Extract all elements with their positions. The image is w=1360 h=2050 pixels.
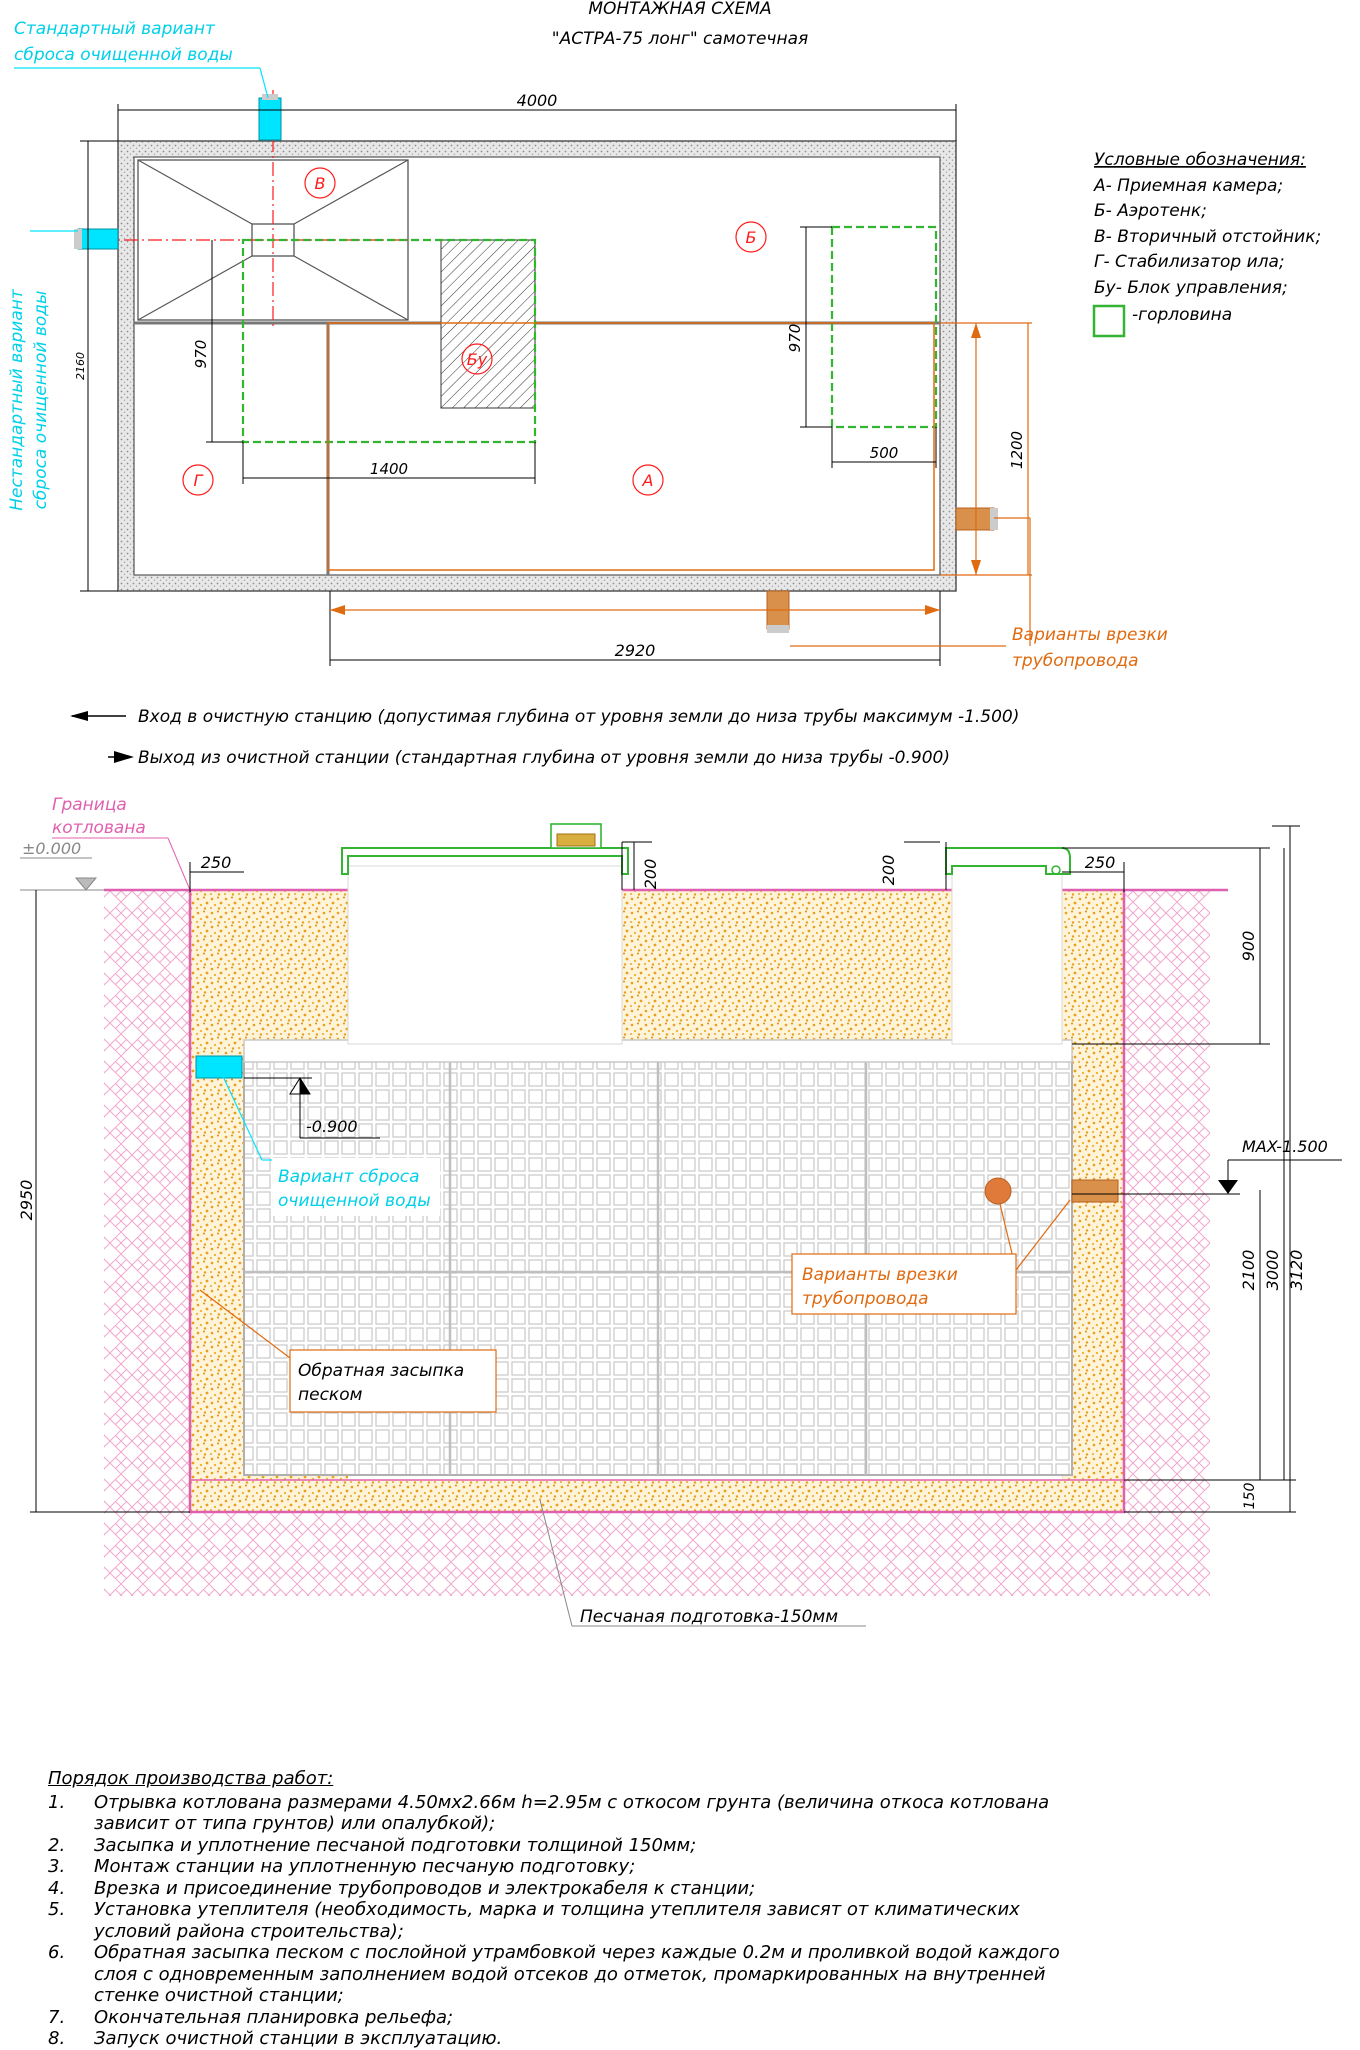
dim-neck-w-left: 1400	[369, 460, 409, 478]
work-step-line: слоя с одновременным заполнением водой отсеков до отметок, промаркированных на внутренней	[94, 1963, 1046, 1985]
section-view	[17, 795, 1342, 1627]
plan-pipe-variants-l2: трубопровода	[1012, 651, 1139, 671]
outlet-depth-mark: -0.900	[306, 1117, 358, 1136]
dim-2100: 2100	[1239, 1249, 1258, 1291]
dim-base-150: 150	[1242, 1482, 1258, 1510]
dim-width: 2160	[74, 352, 87, 380]
work-step-number: 6.	[48, 1942, 66, 1963]
chamber-a-label: А	[642, 471, 654, 490]
std-discharge-label-l2: сброса очищенной воды	[14, 45, 233, 65]
work-step	[48, 1856, 1328, 1878]
backfill-label-l1: Обратная засыпка	[298, 1361, 465, 1381]
work-step-number: 2.	[48, 1834, 66, 1856]
legend-item-bu: Бу- Блок управления;	[1094, 278, 1288, 298]
nonstd-discharge-pipe	[78, 229, 118, 249]
nonstd-discharge-label-l2: сброса очищенной воды	[31, 290, 51, 510]
work-step-line: Монтаж станции на уплотненную песчаную подготовку;	[94, 1856, 636, 1877]
dim-total-depth: 2950	[17, 1179, 36, 1221]
section-pipe-variants-l2: трубопровода	[802, 1289, 929, 1309]
legend-item-g: Г- Стабилизатор ила;	[1094, 252, 1285, 272]
dim-side-left: 250	[200, 853, 232, 872]
dim-side-right: 250	[1084, 853, 1116, 872]
work-step	[48, 2028, 1328, 2050]
legend-item-b: Б- Аэротенк;	[1094, 201, 1207, 221]
dim-neck-w-right: 500	[869, 444, 899, 462]
inlet-depth-mark: MAX-1.500	[1242, 1137, 1328, 1156]
work-step-number: 3.	[48, 1856, 66, 1877]
flow-notes	[70, 707, 1019, 768]
discharge-variant-l1: Вариант сброса	[278, 1167, 420, 1187]
section-discharge-pipe	[196, 1056, 242, 1078]
tank-inner	[134, 157, 940, 575]
work-order	[48, 1768, 1328, 2050]
inlet-pipe-right	[956, 508, 994, 530]
sand-base	[190, 1480, 1124, 1512]
dim-3000: 3000	[1263, 1249, 1282, 1291]
inlet-note: Вход в очистную станцию (допустимая глубина от уровня земли до низа трубы максимум -1.500)	[138, 707, 1020, 727]
dim-bottom-span: 2920	[614, 641, 656, 660]
work-steps-list	[48, 1792, 1328, 2050]
chamber-g-label: Г	[193, 471, 203, 490]
work-step-line: Врезка и присоединение трубопроводов и электрокабеля к станции;	[94, 1877, 756, 1899]
dim-3120: 3120	[1287, 1249, 1306, 1291]
sand-base-label: Песчаная подготовка-150мм	[580, 1607, 839, 1627]
work-step	[48, 1792, 1328, 1835]
section-pipe-variants-l1: Варианты врезки	[802, 1265, 958, 1285]
work-step-line: Запуск очистной станции в эксплуатацию.	[94, 2028, 503, 2049]
work-step	[48, 1942, 1328, 2007]
work-step-line: Засыпка и уплотнение песчаной подготовки толщиной 150мм;	[94, 1834, 697, 1856]
work-step-line: Установка утеплителя (необходимость, марка и толщина утеплителя зависят от климатических	[94, 1899, 1020, 1920]
work-order-title: Порядок производства работ:	[48, 1768, 334, 1789]
work-step	[48, 1899, 1328, 1942]
std-discharge-pipe	[259, 98, 281, 140]
work-step-line: Окончательная планировка рельефа;	[94, 2006, 454, 2028]
work-step-line: условий района строительства);	[94, 1920, 404, 1942]
dim-inlet-span: 1200	[1008, 430, 1026, 470]
section-inlet-pipe	[1072, 1180, 1118, 1202]
plan-view	[7, 19, 1168, 671]
chamber-v-label: В	[314, 174, 326, 193]
std-discharge-label-l1: Стандартный вариант	[14, 19, 215, 39]
work-step	[48, 2007, 1328, 2029]
dim-neck-h-left: 970	[192, 339, 210, 369]
legend-item-a: А- Приемная камера;	[1094, 176, 1284, 196]
nonstd-discharge-label-l1: Нестандартный вариант	[7, 289, 27, 511]
chamber-b-label: Б	[745, 228, 757, 247]
work-step-number: 1.	[48, 1791, 66, 1813]
outlet-note: Выход из очистной станции (стандартная глубина от уровня земли до низа трубы -0.900)	[138, 748, 950, 768]
drawing-title: МОНТАЖНАЯ СХЕМА	[588, 0, 772, 19]
discharge-variant-l2: очищенной воды	[278, 1191, 431, 1211]
work-step	[48, 1835, 1328, 1857]
pit-border-label-l2: котлована	[52, 818, 146, 838]
work-step-number: 5.	[48, 1899, 66, 1920]
ground-level-mark: ±0.000	[22, 839, 82, 858]
dim-900: 900	[1239, 930, 1258, 962]
work-step	[48, 1878, 1328, 1900]
legend	[1093, 150, 1321, 336]
neck-legend-swatch	[1094, 306, 1124, 336]
work-step-line: стенке очистной станции;	[94, 1985, 344, 2006]
dim-neck-h-right: 970	[786, 323, 804, 353]
pit-border-label-l1: Граница	[52, 795, 127, 815]
legend-title: Условные обозначения:	[1094, 150, 1306, 170]
work-step-line: зависит от типа грунтов) или опалубкой);	[94, 1813, 496, 1834]
dim-neck-right-200: 200	[879, 854, 898, 886]
control-block	[441, 240, 535, 408]
dim-neck-left-200: 200	[641, 858, 660, 890]
legend-neck-label: -горловина	[1132, 305, 1233, 325]
plan-pipe-variants-l1: Варианты врезки	[1012, 625, 1168, 645]
work-step-line: Отрывка котлована размерами 4.50мх2.66м h=2.95м с откосом грунта (величина откоса котлована	[94, 1791, 1050, 1813]
backfill-label-l2: песком	[298, 1385, 363, 1405]
drawing-subtitle: "АСТРА-75 лонг" самотечная	[551, 29, 809, 49]
dim-length: 4000	[516, 91, 558, 110]
work-step-line: Обратная засыпка песком с послойной утрамбовкой через каждые 0.2м и проливкой водой каждого	[94, 1942, 1060, 1963]
legend-item-v: В- Вторичный отстойник;	[1094, 227, 1322, 247]
work-step-number: 8.	[48, 2028, 66, 2049]
work-step-number: 7.	[48, 2006, 66, 2028]
work-step-number: 4.	[48, 1877, 66, 1899]
chamber-bu-label: Бу	[466, 350, 488, 369]
